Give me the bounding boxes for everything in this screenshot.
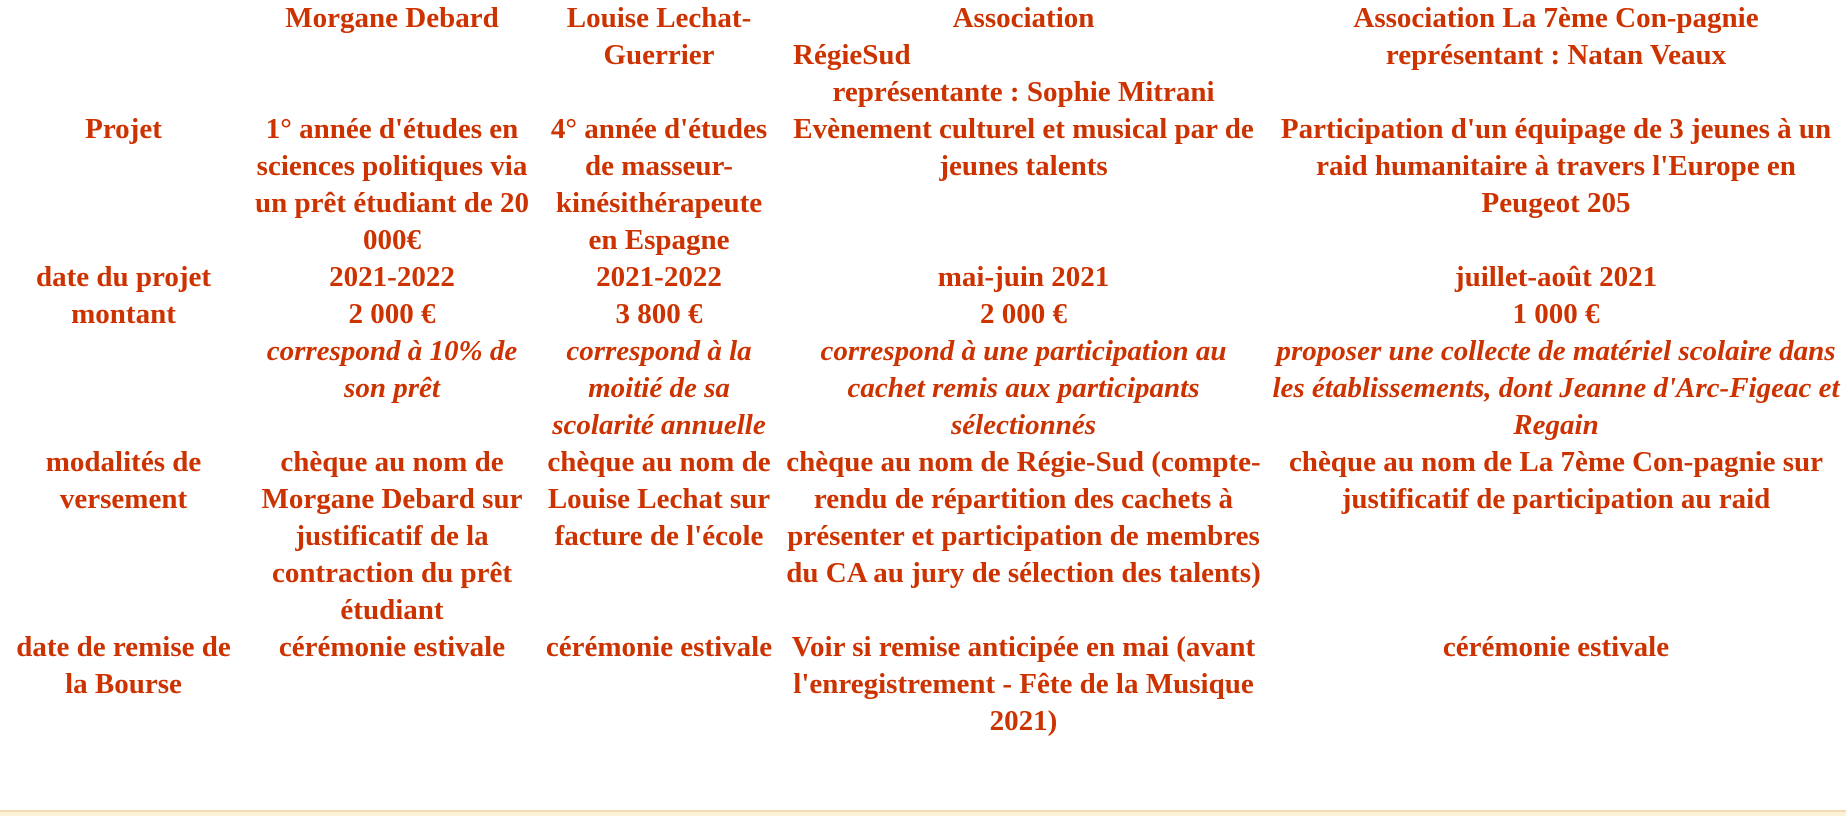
header-association-regiesud [781,0,1266,111]
date-projet-morgane: 2021-2022 [329,261,455,293]
modalites-regiesud: chèque au nom de Régie-Sud (compte-rendu de répartition des cachets à présenter et participation de membres du CA au jury de sélection des talents) [786,446,1261,589]
header-association-7eme-con-pagnie [1266,0,1846,111]
projet-regiesud: Evènement culturel et musical par de jeunes talents [793,113,1254,182]
header-con-pagnie-name: Association La 7ème Con-pagnie [1353,2,1759,34]
date-projet-regiesud: mai-juin 2021 [937,261,1110,293]
modalites-con-pagnie: chèque au nom de La 7ème Con-pagnie sur justificatif de participation au raid [1288,446,1824,515]
header-con-pagnie-representative: représentant : Natan Veaux [1385,39,1727,71]
projet-morgane: 1° année d'études en sciences politiques via un prêt étudiant de 20 000€ [255,113,529,256]
header-regiesud-name: RégieSud [793,39,911,71]
header-regiesud-representative: représentante : Sophie Mitrani [832,76,1215,108]
header-morgane-debard: Morgane Debard [285,2,499,34]
header-louise-lechat-guerrier: Louise Lechat-Guerrier [566,2,752,71]
row-label-montant: montant [71,298,176,330]
note-morgane: correspond à 10% de son prêt [266,335,518,404]
date-projet-con-pagnie: juillet-août 2021 [1454,261,1658,293]
row-label-remise: date de remise de la Bourse [16,631,231,700]
modalites-louise: chèque au nom de Louise Lechat sur facture de l'école [547,446,771,552]
remise-louise: cérémonie estivale [545,631,773,663]
note-con-pagnie: proposer une collecte de matériel scolaire dans les établissements, dont Jeanne d'Arc-Figeac et Regain [1272,335,1840,441]
projet-louise: 4° année d'études de masseur-kinésithérapeute en Espagne [550,113,768,256]
montant-con-pagnie: 1 000 € [1512,298,1600,330]
note-louise: correspond à la moitié de sa scolarité annuelle [552,335,766,441]
montant-regiesud: 2 000 € [980,298,1067,330]
row-label-date-projet: date du projet [35,261,212,293]
row-label-modalites: modalités de versement [45,446,202,515]
note-empty-label [0,333,247,444]
bottom-status-bar [0,810,1846,816]
montant-louise: 3 800 € [615,298,703,330]
row-label-projet: Projet [85,113,162,145]
date-projet-louise: 2021-2022 [596,261,722,293]
remise-morgane: cérémonie estivale [278,631,506,663]
remise-regiesud: Voir si remise anticipée en mai (avant l'enregistrement - Fête de la Musique 2021) [791,631,1256,737]
montant-morgane: 2 000 € [348,298,436,330]
remise-con-pagnie: cérémonie estivale [1442,631,1670,663]
header-association-label: Association [952,2,1095,34]
header-empty-cell [0,0,247,111]
modalites-morgane: chèque au nom de Morgane Debard sur justificatif de la contraction du prêt étudiant [261,446,523,626]
note-regiesud: correspond à une participation au cachet remis aux participants sélectionnés [820,335,1227,441]
projet-con-pagnie: Participation d'un équipage de 3 jeunes à un raid humanitaire à travers l'Europe en Peugeot 205 [1280,113,1832,219]
